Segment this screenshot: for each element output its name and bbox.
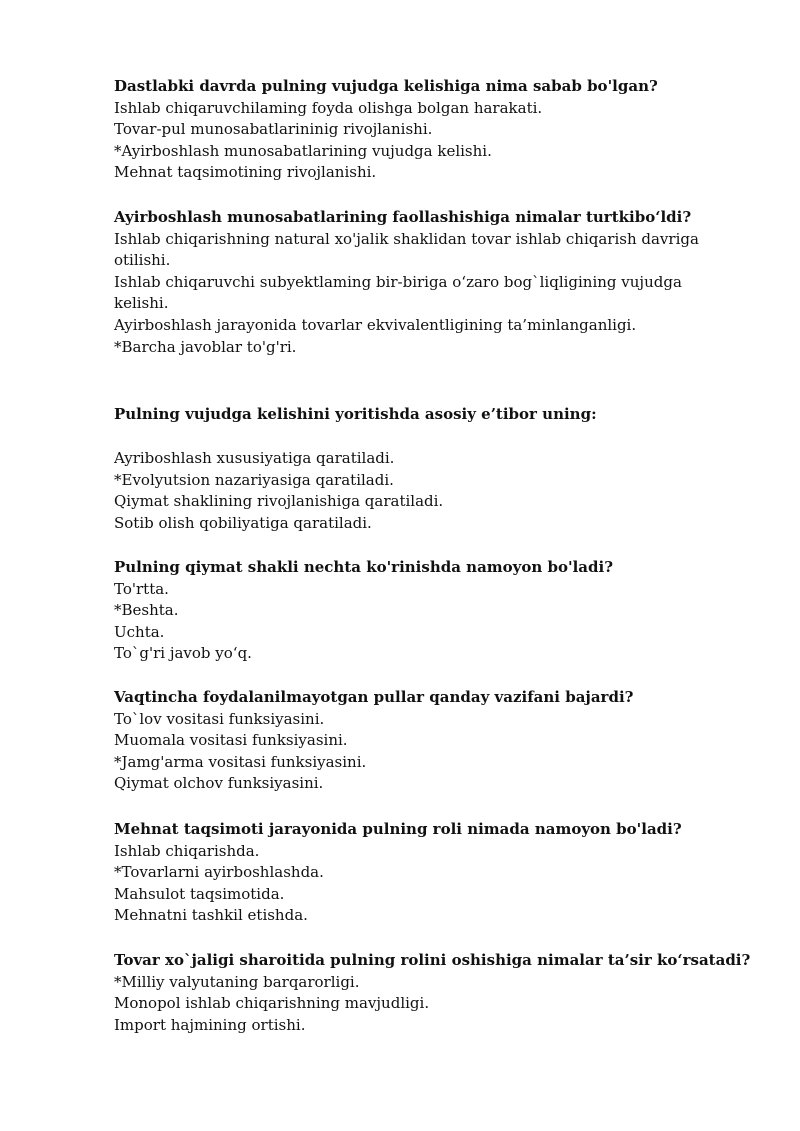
answer-option: Sotib olish qobiliyatiga qaratiladi. [114,513,372,532]
answer-option: To`lov vositasi funksiyasini. [114,709,325,728]
answer-option: *Beshta. [114,601,179,620]
question-text: Tovar xo`jaligi sharoitida pulning rolini oshishiga nimalar ta’sir ko‘rsatadi? [114,951,751,969]
question-text: Dastlabki davrda pulning vujudga kelishiga nima sabab bo'lgan? [114,77,658,95]
answer-option: Ishlab chiqarishda. [114,841,260,860]
answer-option: Ayirboshlash jarayonida tovarlar ekvivalentligining ta’minlanganligi. [114,315,637,334]
answer-option: Ishlab chiqaruvchi subyektlaming bir-biriga o‘zaro bog`liqligining vujudga kelishi. [114,272,682,313]
answer-option: Tovar-pul munosabatlarininig rivojlanishi. [114,120,433,139]
answer-option: *Tovarlarni ayirboshlashda. [114,863,324,882]
answer-list [114,448,754,534]
answer-option: Qiymat shaklining rivojlanishiga qaratiladi. [114,492,444,511]
question-block [114,557,754,665]
answer-option: Ayriboshlash xususiyatiga qaratiladi. [114,449,395,467]
answer-option: To`g'ri javob yo‘q. [114,644,252,663]
question-block [114,819,754,927]
question-text: Vaqtincha foydalanilmayotgan pullar qanday vazifani bajardi? [114,688,634,706]
answer-option: Uchta. [114,622,165,641]
answer-option: Mehnat taqsimotining rivojlanishi. [114,163,377,182]
answer-option: *Evolyutsion nazariyasiga qaratiladi. [114,470,394,489]
answer-option: Monopol ishlab chiqarishning mavjudligi. [114,994,430,1013]
question-block [114,687,754,795]
question-text: Mehnat taqsimoti jarayonida pulning roli nimada namoyon bo'ladi? [114,820,682,838]
question-text: Ayirboshlash munosabatlarining faollashishiga nimalar turtkibo‘ldi? [114,208,692,226]
question-text: Pulning vujudga kelishini yoritishda asosiy e’tibor uning: [114,405,597,423]
answer-option: Mehnatni tashkil etishda. [114,906,308,925]
answer-option: *Ayirboshlash munosabatlarining vujudga kelishi. [114,141,492,160]
answer-option: Import hajmining ortishi. [114,1015,306,1034]
question-block [114,76,754,184]
answer-option: Muomala vositasi funksiyasini. [114,731,348,750]
answer-option: To'rtta. [114,579,169,598]
answer-option: *Jamg'arma vositasi funksiyasini. [114,752,367,771]
answer-option: Ishlab chiqarishning natural xo'jalik shaklidan tovar ishlab chiqarish davriga otilishi. [114,229,699,270]
question-block [114,207,754,358]
answer-option: Ishlab chiqaruvchilaming foyda olishga bolgan harakati. [114,98,543,117]
answer-option: *Barcha javoblar to'g'ri. [114,337,297,356]
question-text: Pulning qiymat shakli nechta ko'rinishda namoyon bo'ladi? [114,558,613,576]
answer-option: Mahsulot taqsimotida. [114,884,285,903]
answer-option: *Milliy valyutaning barqarorligi. [114,972,360,991]
question-block [114,950,754,1036]
question-block [114,404,754,426]
answer-option: Qiymat olchov funksiyasini. [114,774,324,793]
